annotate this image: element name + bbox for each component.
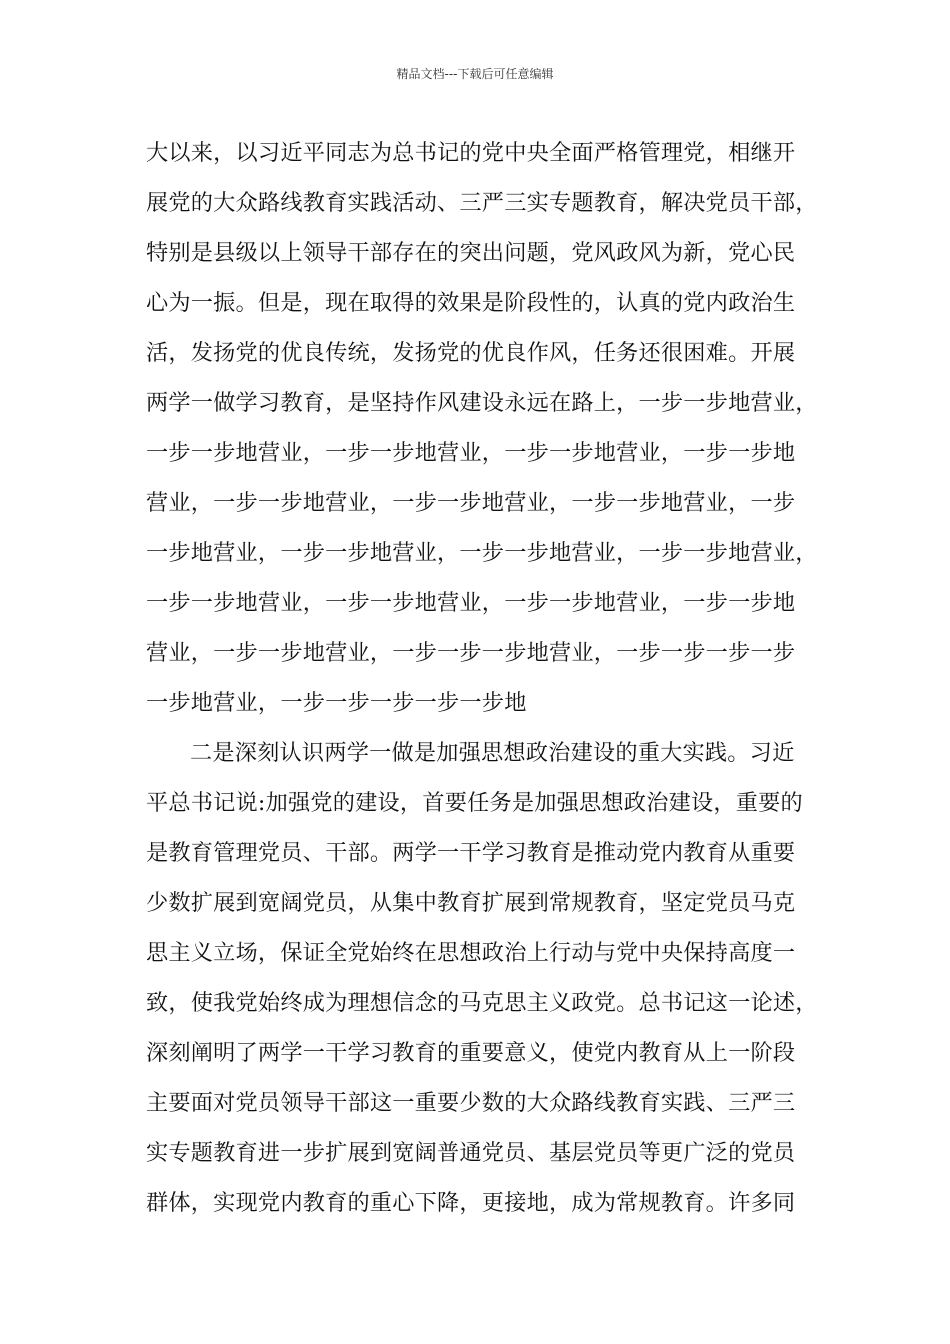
text-line: 深刻阐明了两学一干学习教育的重要意义，使党内教育从上一阶段 bbox=[146, 1040, 796, 1066]
document-body bbox=[146, 128, 826, 1228]
text-line: 两学一做学习教育，是坚持作风建设永远在路上，一步一步地营业， bbox=[146, 390, 818, 416]
text-line: 营业，一步一步地营业，一步一步一步地营业，一步一步一步一步 bbox=[146, 640, 796, 666]
text-line: 一步一步地营业，一步一步地营业，一步一步地营业，一步一步地 bbox=[146, 440, 796, 466]
text-line: 展党的大众路线教育实践活动、三严三实专题教育，解决党员干部， bbox=[146, 190, 818, 216]
text-line: 是教育管理党员、干部。两学一干学习教育是推动党内教育从重要 bbox=[146, 840, 796, 866]
text-line: 心为一振。但是，现在取得的效果是阶段性的，认真的党内政治生 bbox=[146, 290, 796, 316]
text-line: 一步地营业，一步一步一步一步一步地 bbox=[146, 690, 527, 716]
text-line: 营业，一步一步地营业，一步一步地营业，一步一步地营业，一步 bbox=[146, 490, 796, 516]
text-line: 思主义立场，保证全党始终在思想政治上行动与党中央保持高度一 bbox=[146, 940, 796, 966]
text-line: 一步一步地营业，一步一步地营业，一步一步地营业，一步一步地 bbox=[146, 590, 796, 616]
text-line: 实专题教育进一步扩展到宽阔普通党员、基层党员等更广泛的党员 bbox=[146, 1140, 796, 1166]
text-line: 群体，实现党内教育的重心下降，更接地，成为常规教育。许多同 bbox=[146, 1190, 796, 1216]
text-line: 一步地营业，一步一步地营业，一步一步地营业，一步一步地营业， bbox=[146, 540, 818, 566]
paragraph-2 bbox=[146, 728, 826, 1228]
text-line: 少数扩展到宽阔党员，从集中教育扩展到常规教育，坚定党员马克 bbox=[146, 890, 796, 916]
text-line: 致，使我党始终成为理想信念的马克思主义政党。总书记这一论述， bbox=[146, 990, 818, 1016]
paragraph-1 bbox=[146, 128, 826, 728]
text-line: 活，发扬党的优良传统，发扬党的优良作风，任务还很困难。开展 bbox=[146, 340, 796, 366]
text-line: 二是深刻认识两学一做是加强思想政治建设的重大实践。习近 bbox=[190, 740, 795, 766]
page-header: 精品文档---下载后可任意编辑 bbox=[396, 67, 554, 81]
text-line: 平总书记说:加强党的建设，首要任务是加强思想政治建设，重要的 bbox=[146, 790, 803, 816]
text-line: 特别是县级以上领导干部存在的突出问题，党风政风为新，党心民 bbox=[146, 240, 796, 266]
text-line: 大以来，以习近平同志为总书记的党中央全面严格管理党，相继开 bbox=[146, 140, 796, 166]
text-line: 主要面对党员领导干部这一重要少数的大众路线教育实践、三严三 bbox=[146, 1090, 796, 1116]
